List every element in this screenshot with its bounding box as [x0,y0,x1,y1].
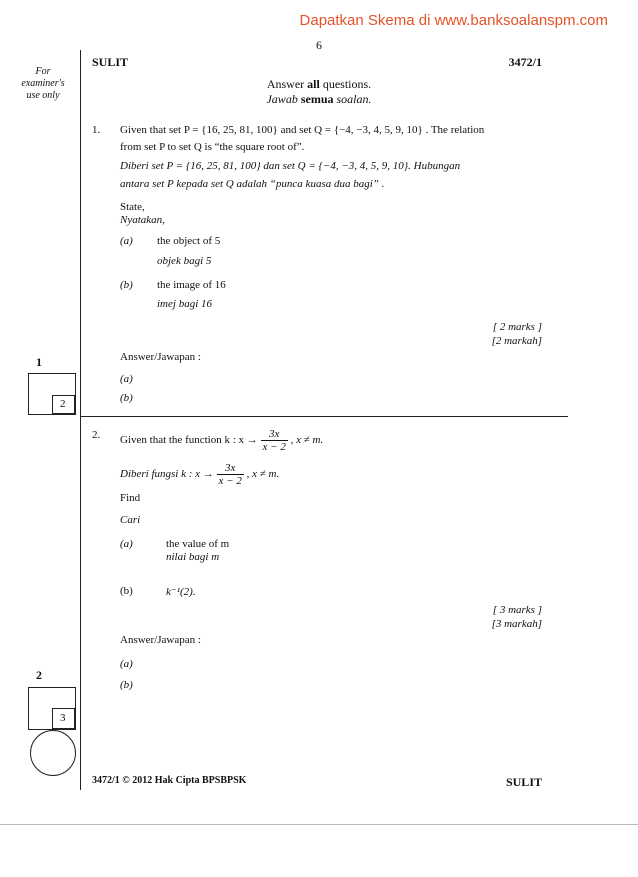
header-paper-code: 3472/1 [508,55,542,69]
examiner-note: For examiner's use only [21,66,65,101]
q2-line1: Given that the function k : x → $\frac{3x}{x - 2}$ , x ≠ m. [120,428,324,453]
q2-find-en: Find [120,492,141,504]
q1-marks-ms: [2 markah] [491,335,542,347]
question-separator [80,416,568,417]
q2-marks-en: [ 3 marks ] [492,604,542,616]
q1-b-ms: imej bagi 16 [157,298,212,310]
total-score-circle [30,730,76,776]
q1-a-ms: objek bagi 5 [157,255,212,267]
q1-b-en: the image of 16 [157,279,226,291]
q2-a-en: the value of m [166,538,230,550]
q1-box-number: 1 [36,355,42,369]
instruction-ms: Jawab semua soalan. [266,92,372,106]
q1-a-label: (a) [120,235,133,247]
q1-state-ms: Nyatakan, [120,214,165,226]
q1-answer-a: (a) [120,373,133,385]
margin-divider [80,50,81,790]
q2-fraction-1: $\frac{3x}{x - 2}$ [262,428,286,453]
q1-answer-b: (b) [120,392,133,404]
q2-b-text: k⁻¹(2). [166,586,196,598]
q1-line1: Given that set P = {16, 25, 81, 100} and set Q = {−4, −3, 4, 5, 9, 10} . The relation [120,124,485,136]
q2-number: 2. [92,429,101,441]
q1-box-marks: 2 [60,398,66,410]
page-bottom-rule [0,824,638,825]
q1-line2: from set P to set Q is “the square root of”. [120,141,305,153]
q1-marks-en: [ 2 marks ] [492,321,542,333]
q2-answer-label: Answer/Jawapan : [120,634,201,646]
q1-line3: Diberi set P = {16, 25, 81, 100} dan set Q = {−4, −3, 4, 5, 9, 10}. Hubungan [120,160,461,172]
q2-a-ms: nilai bagi m [166,551,220,563]
footer-sulit: SULIT [505,775,542,789]
q1-a-en: the object of 5 [157,235,221,247]
header-sulit: SULIT [92,55,129,69]
q2-box-number: 2 [36,668,42,682]
q2-box-marks: 3 [60,712,66,724]
footer-copyright: 3472/1 © 2012 Hak Cipta BPSBPSK [92,775,247,786]
q2-answer-b: (b) [120,679,133,691]
q2-b-label: (b) [120,585,133,597]
q2-a-label: (a) [120,538,133,550]
q1-line4: antara set P kepada set Q adalah “punca kuasa dua bagi” . [120,178,385,190]
q1-number: 1. [92,124,101,136]
q1-answer-label: Answer/Jawapan : [120,351,201,363]
q2-line2: Diberi fungsi k : x → $\frac{3x}{x - 2}$ , x ≠ m. [120,462,280,487]
page-number: 6 [316,38,322,52]
q1-state-en: State, [120,201,145,213]
q2-marks-ms: [3 markah] [491,618,542,630]
q2-fraction-2: $\frac{3x}{x - 2}$ [218,462,242,487]
instruction-en: Answer all questions. [266,77,372,91]
q2-answer-a: (a) [120,658,133,670]
q2-find-ms: Cari [120,514,141,526]
watermark-text: Dapatkan Skema di www.banksoalanspm.com [299,12,608,29]
q1-b-label: (b) [120,279,133,291]
